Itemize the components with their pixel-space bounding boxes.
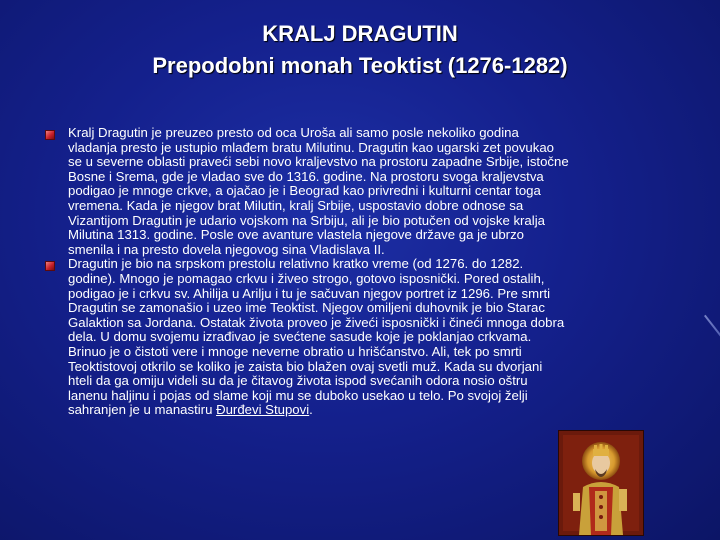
text-line: Dragutin se zamonašio i uzeo ime Teoktist. Njegov omiljeni duhovnik je bio Starac <box>68 300 545 316</box>
text-line: Brinuo je o čistoti vere i mnoge neverne obratio u hrišćanstvo. Ali, tek po smrti <box>68 343 522 359</box>
title-line-1: KRALJ DRAGUTIN <box>262 21 458 46</box>
text-line: Bosne i Srema, gde je vladao sve do 1316. godine. Na prostoru svoga kraljevstva <box>68 168 544 184</box>
text-line: Dragutin je bio na srpskom prestolu relativno kratko vreme (od 1276. do 1282. <box>68 256 524 272</box>
last-line-prefix: sahranjen je u manastiru <box>68 402 217 418</box>
bullet-text-2 <box>68 257 685 418</box>
title-line-2: Prepodobni monah Teoktist (1276-1282) <box>152 53 568 78</box>
king-portrait-image <box>558 430 644 536</box>
text-line: podigao je mnoge crkve, a ojačao je i Beograd kao privredni i kulturni centar toga <box>68 183 541 199</box>
bullet-list <box>40 126 685 418</box>
bullet-square-icon <box>45 261 55 271</box>
text-line: Teoktistovoj otkrilo se koliko je zaista bio blažen ovaj svetli muž. Kada su dvorjani <box>68 358 543 374</box>
text-line: Vizantijom Dragutin je udario vojskom na Srbiju, ali je bio potučen od vojske kralja <box>68 212 545 228</box>
bullet-item-1 <box>40 126 685 257</box>
text-line: vremena. Kada je njegov brat Milutin, kralj Srbije, uspostavio dobre odnose sa <box>68 197 524 213</box>
bullet-text-1 <box>68 126 685 257</box>
slide-title <box>40 18 680 82</box>
text-line-last <box>68 403 685 418</box>
text-line: Milutina 1313. godine. Posle ove avanture vlastela njegove države ga je ubrzo <box>68 227 524 243</box>
monastery-link[interactable]: Đurđevi Stupovi <box>216 402 310 418</box>
text-line: lanenu haljinu i pojas od slame koji mu se duboko usekao u telo. Po svojoj želji <box>68 387 528 403</box>
bullet-item-2 <box>40 257 685 418</box>
bullet-square-icon <box>45 130 55 140</box>
last-line-suffix: . <box>309 402 313 418</box>
text-line: vladanja presto je ustupio mlađem bratu Milutinu. Dragutin kao ugarski zet povukao <box>68 139 555 155</box>
text-line: Kralj Dragutin je preuzeo presto od oca Uroša ali samo posle nekoliko godina <box>68 125 519 140</box>
text-line: podigao je i crkvu sv. Ahilija u Arilju i tu je sačuvan njegov portret iz 1296. Pre smrti <box>68 285 551 301</box>
text-line: hteli da ga omiju videli su da je čitavog života ispod svećanih odora nosio oštru <box>68 373 528 389</box>
decorative-line <box>704 315 720 352</box>
text-line: smenila i na presto dovela njegovog sina Vladislava II. <box>68 241 385 257</box>
text-line: se u severne oblasti praveći sebi novo kraljevstvo na prostoru zapadne Srbije, istočne <box>68 154 569 170</box>
text-line: Galaktion sa Jordana. Ostatak života proveo je živeći isposnički i čineći mnoga dobra <box>68 314 565 330</box>
text-line: dela. U domu svojemu izrađivao je svećtene sasude koje je poklanjao crkvama. <box>68 329 532 345</box>
fresco-portrait-icon <box>559 431 643 535</box>
text-line: godine). Mnogo je pomagao crkvu i živeo strogo, gotovo isposnički. Pored ostalih, <box>68 270 545 286</box>
